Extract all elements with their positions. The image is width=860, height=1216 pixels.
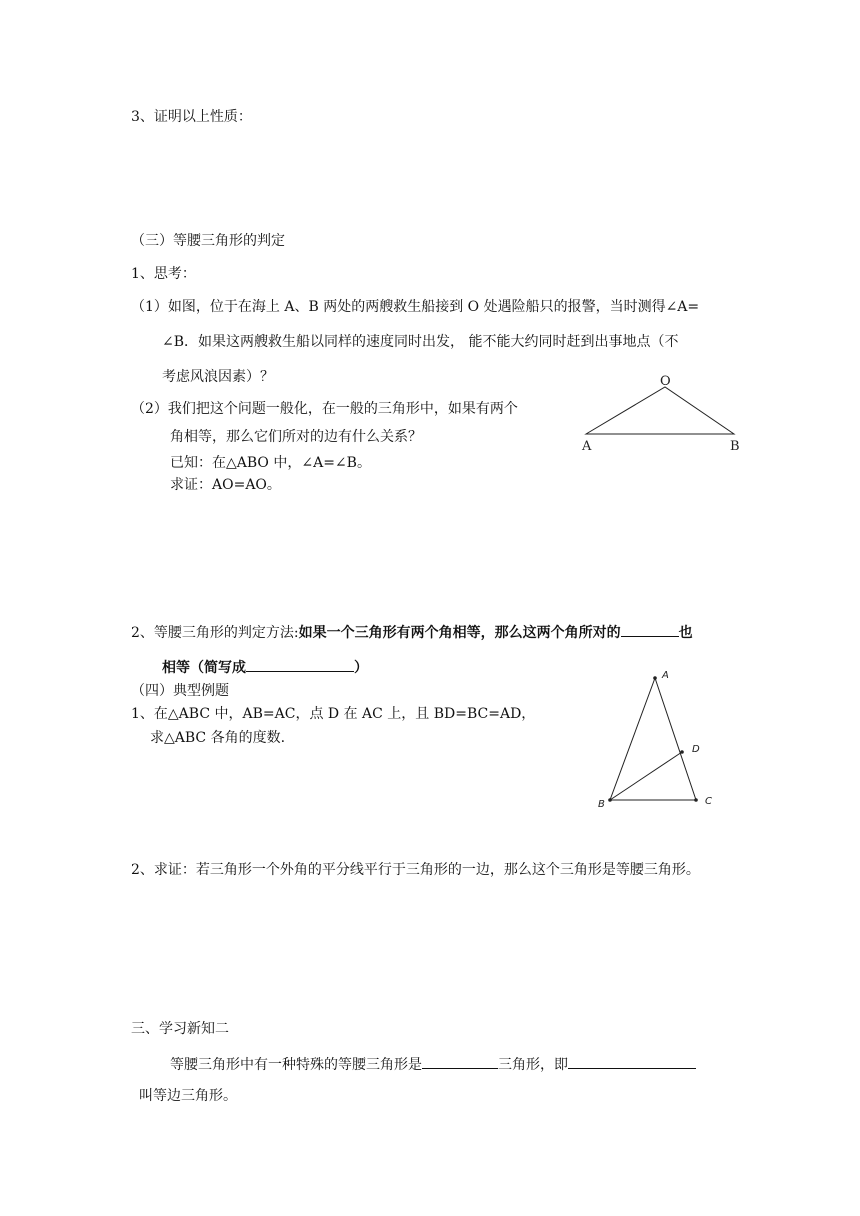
criterion-line-2-end: ） bbox=[354, 660, 368, 676]
point-a bbox=[653, 676, 657, 680]
triangle-abo-figure bbox=[576, 372, 756, 452]
vertex-b-label: B bbox=[598, 799, 605, 810]
example-2: 2、求证：若三角形一个外角的平分线平行于三角形的一边，那么这个三角形是等腰三角形。 bbox=[131, 862, 700, 878]
criterion-line-2 bbox=[162, 657, 368, 677]
equilateral-blank-1[interactable] bbox=[422, 1054, 498, 1069]
part-3-heading: （三）等腰三角形的判定 bbox=[131, 233, 285, 249]
vertex-o-label: O bbox=[660, 374, 671, 389]
point-c bbox=[694, 798, 698, 802]
criterion-line-1 bbox=[131, 622, 693, 642]
question-2-line-1: （2）我们把这个问题一般化，在一般的三角形中，如果有两个 bbox=[131, 401, 518, 417]
new-knowledge-2-text-b: 三角形，即 bbox=[498, 1057, 568, 1073]
question-2-line-2: 角相等，那么它们所对的边有什么关系？ bbox=[170, 429, 422, 445]
vertex-a-label: A bbox=[662, 670, 669, 681]
triangle-abc-figure bbox=[592, 666, 722, 816]
vertex-d-label: D bbox=[692, 744, 700, 755]
given-statement: 已知：在△ABO 中，∠A=∠B。 bbox=[170, 455, 371, 471]
segment-bd bbox=[610, 752, 682, 800]
section-3-item: 3、证明以上性质： bbox=[131, 109, 252, 125]
example-1-line-1: 1、在△ABC 中，AB=AC，点 D 在 AC 上，且 BD=BC=AD， bbox=[131, 706, 536, 722]
point-d bbox=[680, 750, 684, 754]
question-1-line-3: 考虑风浪因素）？ bbox=[162, 369, 274, 385]
new-knowledge-2-line-1 bbox=[170, 1054, 696, 1074]
point-b bbox=[608, 798, 612, 802]
equilateral-blank-2[interactable] bbox=[568, 1054, 696, 1069]
criterion-line-2-start: 相等（简写成 bbox=[162, 660, 246, 676]
criterion-blank-1[interactable] bbox=[621, 622, 679, 637]
criterion-bold-text: 如果一个三角形有两个角相等，那么这两个角所对的 bbox=[298, 625, 621, 641]
example-1-line-2: 求△ABC 各角的度数. bbox=[150, 730, 286, 746]
criterion-bold-end: 也 bbox=[678, 625, 693, 641]
think-label: 1、思考： bbox=[131, 266, 196, 282]
triangle-abo bbox=[586, 387, 734, 434]
new-knowledge-2-line-2: 叫等边三角形。 bbox=[139, 1088, 237, 1104]
new-knowledge-2-text-a: 等腰三角形中有一种特殊的等腰三角形是 bbox=[170, 1057, 422, 1073]
triangle-abc bbox=[610, 678, 696, 800]
question-1-line-1: （1）如图，位于在海上 A、B 两处的两艘救生船接到 O 处遇险船只的报警，当时测得∠A= bbox=[131, 299, 700, 315]
part-4-heading: （四）典型例题 bbox=[131, 683, 229, 699]
vertex-b-label: B bbox=[730, 439, 740, 454]
criterion-prefix: 2、等腰三角形的判定方法: bbox=[131, 625, 299, 641]
prove-statement: 求证：AO=AO。 bbox=[170, 477, 281, 493]
vertex-a-label: A bbox=[582, 439, 592, 454]
question-1-line-2: ∠B．如果这两艘救生船以同样的速度同时出发， 能不能大约同时赶到出事地点（不 bbox=[162, 334, 679, 350]
criterion-blank-2[interactable] bbox=[246, 657, 354, 672]
vertex-c-label: C bbox=[705, 796, 712, 807]
new-knowledge-2-heading: 三、学习新知二 bbox=[131, 1021, 229, 1037]
